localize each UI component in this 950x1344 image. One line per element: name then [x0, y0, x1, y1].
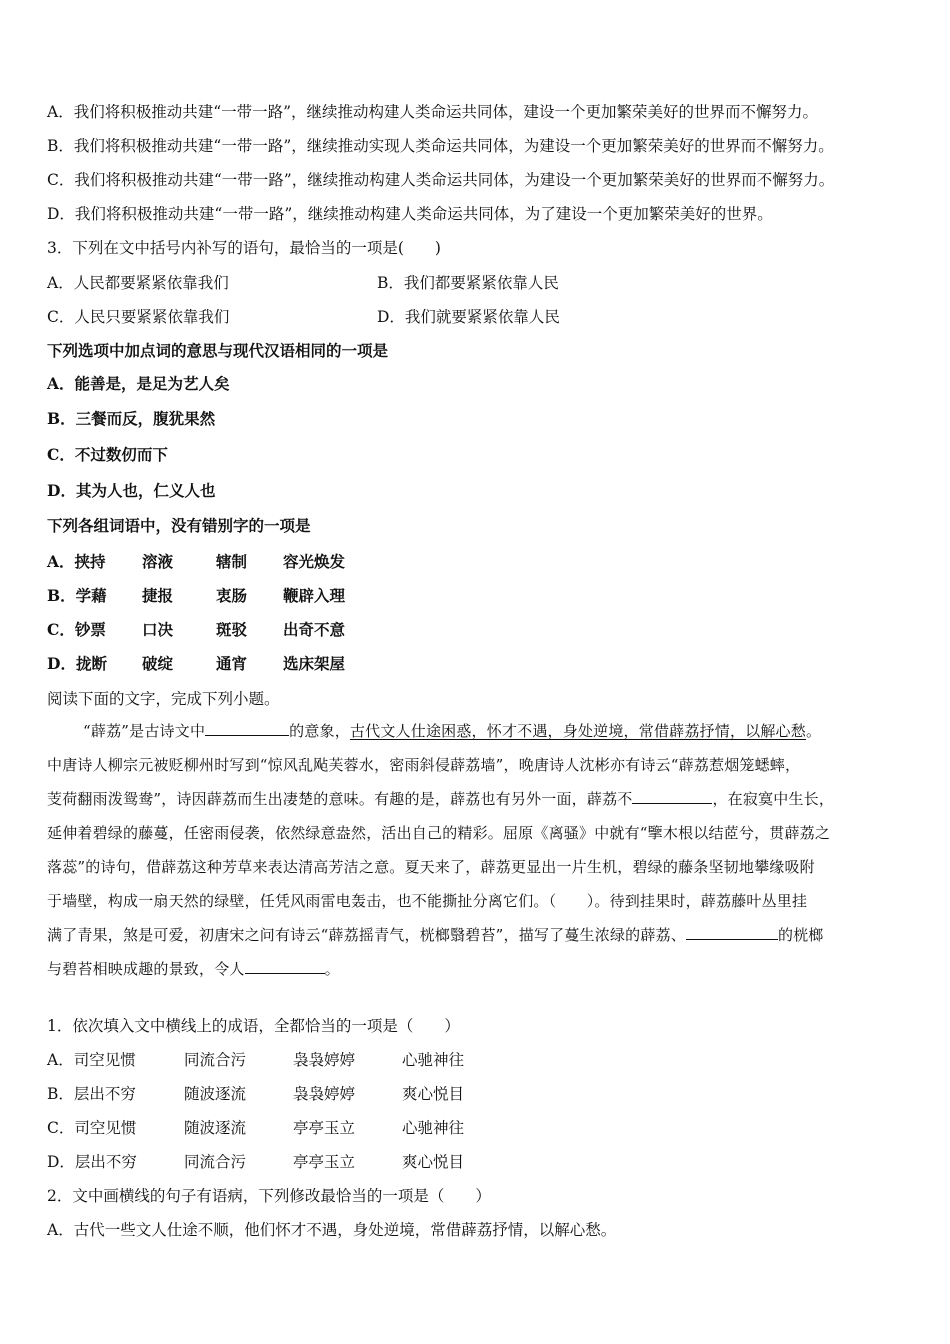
q-typo-cell: 斑驳 [216, 620, 248, 639]
q3-option-b: B．我们都要紧紧依靠人民 [377, 274, 559, 292]
q2-option-a: A．我们将积极推动共建“一带一路”，继续推动构建人类命运共同体，建设一个更加繁荣美好的世界而不懈努力。 [47, 103, 819, 121]
q3-option-a: A．人民都要紧紧依靠我们 [47, 274, 229, 292]
sub1-cell: 袅袅婷婷 [293, 1085, 356, 1103]
q2-option-c: C．我们将积极推动共建“一带一路”，继续推动构建人类命运共同体，为建设一个更加繁荣美好的世界而不懈努力。 [47, 171, 835, 189]
passage-text: 与碧苔相映成趣的景致，令人 [47, 960, 245, 978]
passage-text: 的桄榔 [777, 926, 824, 944]
q-typo-cell: 鞭辟入理 [283, 586, 346, 605]
q-typo-row-c [47, 620, 447, 640]
sub1-cell: 袅袅婷婷 [293, 1051, 356, 1069]
q-typo-cell: 出奇不意 [283, 620, 346, 639]
q-typo-stem: 下列各组词语中，没有错别字的一项是 [47, 516, 311, 535]
sub1-cell: C．司空见惯 [47, 1119, 137, 1137]
passage-line [47, 714, 907, 748]
q-typo-cell: 衷肠 [216, 586, 248, 605]
q3-stem: 3．下列在文中括号内补写的语句，最恰当的一项是( ) [47, 239, 441, 257]
passage-line [47, 918, 907, 952]
sub2-stem: 2．文中画横线的句子有语病，下列修改最恰当的一项是（ ） [47, 1187, 491, 1205]
sub1-cell: 亭亭玉立 [293, 1119, 356, 1137]
passage-text: 。 [324, 960, 340, 978]
q3-option-d: D．我们就要紧紧依靠人民 [377, 308, 560, 326]
passage-line: 于墙壁，构成一扇天然的绿壁，任凭风雨雷电轰击，也不能撕扯分离它们。（ ）。待到挂果时，薜荔藤叶丛里挂 [47, 892, 808, 910]
passage-text: 。 [805, 722, 822, 740]
q-words-option-c: C．不过数仞而下 [47, 445, 168, 464]
q-typo-cell: C．钞票 [47, 620, 106, 639]
q-typo-cell: 口决 [142, 620, 174, 639]
sub1-cell: 随波逐流 [184, 1085, 247, 1103]
passage-line: 延伸着碧绿的藤蔓，任密雨侵袭，依然绿意盎然，活出自己的精彩。屈原《离骚》中就有“擥木根以结茝兮，贯薜荔之 [47, 824, 831, 842]
q-typo-cell: D．拢断 [47, 654, 107, 673]
q-typo-cell: 捷报 [142, 586, 174, 605]
passage-text: 芰荷翻雨泼鸳鸯”，诗因薜荔而生出凄楚的意味。有趣的是，薜荔也有另外一面，薜荔不 [47, 790, 633, 808]
q3-option-c: C．人民只要紧紧依靠我们 [47, 308, 230, 326]
passage-line [47, 782, 907, 816]
sub1-stem: 1．依次填入文中横线上的成语，全都恰当的一项是（ ） [47, 1017, 460, 1035]
q-typo-cell: A．挟持 [47, 552, 106, 571]
q-words-option-a: A．能善是，是足为艺人矣 [47, 374, 230, 393]
q-words-option-b: B．三餐而反，腹犹果然 [47, 409, 216, 428]
sub1-cell: 爽心悦目 [402, 1085, 465, 1103]
fill-blank [686, 923, 778, 940]
q-typo-cell: 容光焕发 [283, 552, 346, 571]
q-typo-cell: 破绽 [142, 654, 174, 673]
sub2-option-a: A．古代一些文人仕途不顺，他们怀才不遇，身处逆境，常借薜荔抒情，以解心愁。 [47, 1221, 617, 1239]
sub1-cell: 爽心悦目 [402, 1153, 465, 1171]
sub1-cell: 亭亭玉立 [293, 1153, 356, 1171]
fill-blank [245, 957, 325, 974]
passage-line: 中唐诗人柳宗元被贬柳州时写到“惊风乱飐芙蓉水，密雨斜侵薜荔墙”，晚唐诗人沈彬亦有诗云“薜荔惹烟笼蟋蟀， [47, 756, 801, 774]
q-words-stem: 下列选项中加点词的意思与现代汉语相同的一项是 [47, 341, 389, 360]
passage-text: ，在寂寞中生长， [712, 790, 835, 808]
sub1-cell: B．层出不穷 [47, 1085, 136, 1103]
sub1-cell: 心驰神往 [402, 1051, 465, 1069]
q2-option-b: B．我们将积极推动共建“一带一路”，继续推动实现人类命运共同体，为建设一个更加繁荣美好的世界而不懈努力。 [47, 137, 834, 155]
q-typo-cell: B．学藉 [47, 586, 107, 605]
passage-text: 的意象， [289, 722, 350, 740]
q-typo-cell: 选床架屋 [283, 654, 346, 673]
q-typo-cell: 溶液 [142, 552, 174, 571]
sub1-cell: A．司空见惯 [47, 1051, 136, 1069]
q-words-option-d: D．其为人也，仁义人也 [47, 481, 216, 500]
sub1-cell: 同流合污 [184, 1051, 247, 1069]
fill-blank [205, 719, 289, 736]
q-typo-cell: 辖制 [216, 552, 248, 571]
sub1-row-d [47, 1152, 547, 1172]
sub1-row-c [47, 1118, 547, 1138]
q2-option-d: D．我们将积极推动共建“一带一路”，继续推动构建人类命运共同体，为了建设一个更加繁荣美好的世界。 [47, 205, 773, 223]
passage-text: 满了青果，煞是可爱，初唐宋之问有诗云“薜荔摇青气，桄榔翳碧苔”，描写了蔓生浓绿的薜荔、 [47, 926, 686, 944]
underlined-sentence: 古代文人仕途困惑，怀才不遇，身处逆境，常借薜荔抒情，以解心愁 [349, 722, 806, 740]
q-typo-row-a [47, 552, 447, 572]
sub1-row-a [47, 1050, 547, 1070]
sub1-cell: 随波逐流 [184, 1119, 247, 1137]
passage-line [47, 952, 907, 986]
sub1-row-b [47, 1084, 547, 1104]
sub1-cell: 同流合污 [184, 1153, 247, 1171]
sub1-cell: D．层出不穷 [47, 1153, 137, 1171]
sub1-cell: 心驰神往 [402, 1119, 465, 1137]
reading-passage [47, 714, 907, 986]
fill-blank [632, 787, 712, 804]
passage-line: 落蕊”的诗句，借薜荔这种芳草来表达清高芳洁之意。夏天来了，薜荔更显出一片生机，碧绿的藤条坚韧地攀缘吸附 [47, 858, 815, 876]
q-typo-cell: 通宵 [216, 654, 248, 673]
q-typo-row-b [47, 586, 447, 606]
passage-text: “薜荔”是古诗文中 [83, 722, 206, 740]
reading-intro: 阅读下面的文字，完成下列小题。 [47, 690, 280, 708]
q-typo-row-d [47, 654, 447, 674]
